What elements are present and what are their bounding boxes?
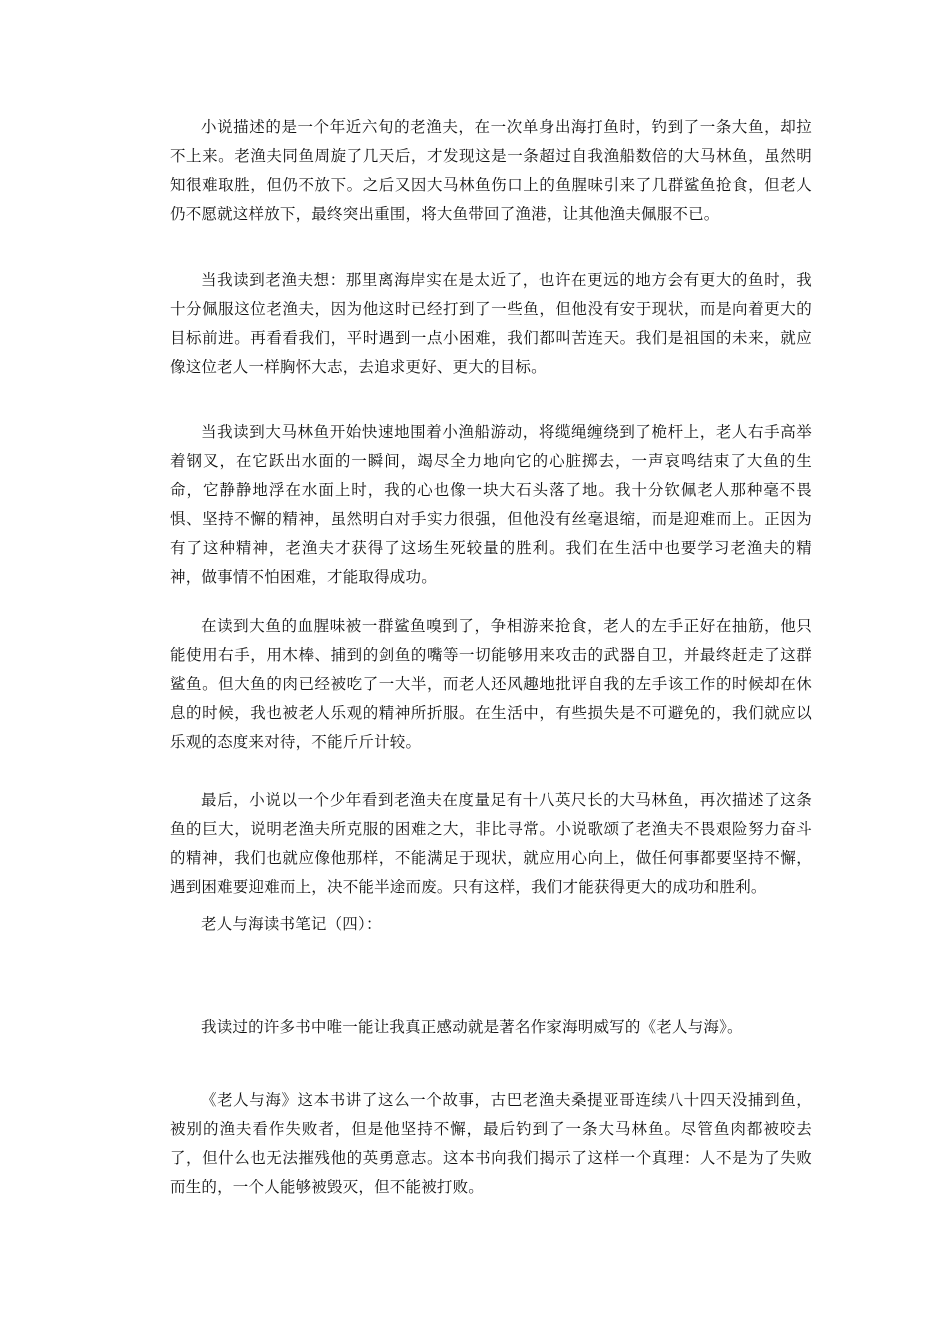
paragraph-intro: 我读过的许多书中唯一能让我真正感动就是著名作家海明威写的《老人与海》。 xyxy=(201,1018,743,1036)
paragraph-summary: 小说描述的是一个年近六旬的老渔夫，在一次单身出海打鱼时，钓到了一条大鱼，却拉不上来。老渔夫同鱼周旋了几天后，才发现这是一条超过自我渔船数倍的大马林鱼，虽然明知很难取胜，但仍不放下。之后又因大马林鱼伤口上的鱼腥味引来了几群鲨鱼抢食，但老人仍不愿就这样放下，最终突出重围，将大鱼带回了渔港，让其他渔夫佩服不已。 xyxy=(170,118,812,223)
paragraph-ambition: 当我读到老渔夫想：那里离海岸实在是太近了，也许在更远的地方会有更大的鱼时，我十分佩服这位老渔夫，因为他这时已经打到了一些鱼，但他没有安于现状，而是向着更大的目标前进。再看看我们，平时遇到一点小困难，我们都叫苦连天。我们是祖国的未来，就应像这位老人一样胸怀大志，去追求更好、更大的目标。 xyxy=(170,271,812,376)
paragraph-optimism: 在读到大鱼的血腥味被一群鲨鱼嗅到了，争相游来抢食，老人的左手正好在抽筋，他只能使用右手，用木棒、捕到的剑鱼的嘴等一切能够用来攻击的武器自卫，并最终赶走了这群鲨鱼。但大鱼的肉已经被吃了一大半，而老人还风趣地批评自我的左手该工作的时候却在休息的时候，我也被老人乐观的精神所折服。在生活中，有些损失是不可避免的，我们就应以乐观的态度来对待，不能斤斤计较。 xyxy=(170,617,812,751)
paragraph-story: 《老人与海》这本书讲了这么一个故事，古巴老渔夫桑提亚哥连续八十四天没捕到鱼，被别的渔夫看作失败者，但是他坚持不懈，最后钓到了一条大马林鱼。尽管鱼肉都被咬去了，但什么也无法摧残他的英勇意志。这本书向我们揭示了这样一个真理：人不是为了失败而生的，一个人能够被毁灭，但不能被打败。 xyxy=(170,1091,812,1196)
paragraph-perseverance: 当我读到大马林鱼开始快速地围着小渔船游动，将缆绳缠绕到了桅杆上，老人右手高举着钢叉，在它跃出水面的一瞬间，竭尽全力地向它的心脏掷去，一声哀鸣结束了大鱼的生命，它静静地浮在水面上时，我的心也像一块大石头落了地。我十分钦佩老人那种毫不畏惧、坚持不懈的精神，虽然明白对手实力很强，但他没有丝毫退缩，而是迎难而上。正因为有了这种精神，老渔夫才获得了这场生死较量的胜利。我们在生活中也要学习老渔夫的精神，做事情不怕困难，才能取得成功。 xyxy=(170,423,812,586)
section-heading: 老人与海读书笔记（四）： xyxy=(201,915,382,933)
paragraph-conclusion: 最后，小说以一个少年看到老渔夫在度量足有十八英尺长的大马林鱼，再次描述了这条鱼的巨大，说明老渔夫所克服的困难之大，非比寻常。小说歌颂了老渔夫不畏艰险努力奋斗的精神，我们也就应像他那样，不能满足于现状，就应用心向上，做任何事都要坚持不懈，遇到困难要迎难而上，决不能半途而废。只有这样，我们才能获得更大的成功和胜利。 xyxy=(170,791,812,896)
